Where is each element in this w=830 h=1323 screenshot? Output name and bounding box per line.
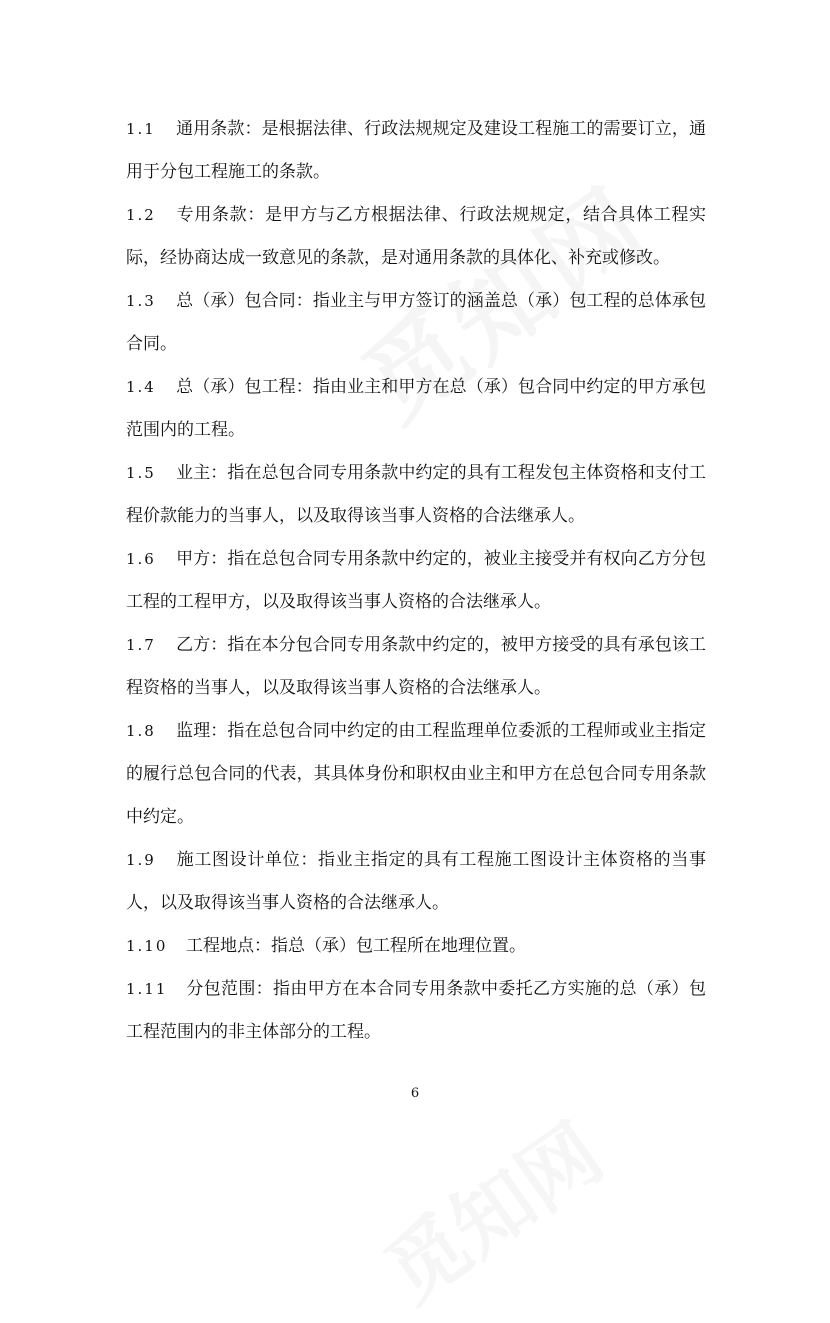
clause-1-6	[126, 538, 706, 624]
clause-1-4	[126, 366, 706, 452]
clause-number: 1.10	[126, 937, 168, 955]
clause-1-9	[126, 839, 706, 925]
clause-number: 1.4	[126, 378, 156, 396]
clause-number: 1.9	[126, 851, 156, 869]
clause-number: 1.3	[126, 292, 156, 310]
clause-number: 1.8	[126, 722, 156, 740]
clause-text: 监理：指在总包合同中约定的由工程监理单位委派的工程师或业主指定的履行总包合同的代表，其具体身份和职权由业主和甲方在总包合同专用条款中约定。	[126, 721, 706, 827]
clause-1-11	[126, 968, 706, 1054]
clause-1-7	[126, 624, 706, 710]
clause-text: 甲方：指在总包合同专用条款中约定的，被业主接受并有权向乙方分包工程的工程甲方，以及取得该当事人资格的合法继承人。	[126, 549, 706, 612]
clause-text: 总（承）包工程：指由业主和甲方在总（承）包合同中约定的甲方承包范围内的工程。	[126, 377, 706, 440]
clause-text: 工程地点：指总（承）包工程所在地理位置。	[186, 936, 526, 956]
clause-1-5	[126, 452, 706, 538]
clause-number: 1.7	[126, 636, 156, 654]
clause-number: 1.2	[126, 206, 156, 224]
page-number: 6	[410, 1086, 420, 1101]
clause-number: 1.6	[126, 550, 156, 568]
clause-text: 乙方：指在本分包合同专用条款中约定的，被甲方接受的具有承包该工程资格的当事人，以及取得该当事人资格的合法继承人。	[126, 635, 706, 698]
clause-1-3	[126, 280, 706, 366]
clause-text: 通用条款：是根据法律、行政法规规定及建设工程施工的需要订立，通用于分包工程施工的条款。	[126, 119, 706, 182]
clause-1-10	[126, 925, 706, 968]
watermark-lower	[359, 1092, 622, 1323]
clause-1-2	[126, 194, 706, 280]
clause-number: 1.11	[126, 980, 168, 998]
clause-number: 1.5	[126, 464, 156, 482]
clause-list	[126, 108, 706, 1054]
clause-text: 业主：指在总包合同专用条款中约定的具有工程发包主体资格和支付工程价款能力的当事人，以及取得该当事人资格的合法继承人。	[126, 463, 706, 526]
clause-text: 分包范围：指由甲方在本合同专用条款中委托乙方实施的总（承）包工程范围内的非主体部分的工程。	[126, 979, 706, 1042]
clause-text: 专用条款：是甲方与乙方根据法律、行政法规规定，结合具体工程实际，经协商达成一致意见的条款，是对通用条款的具体化、补充或修改。	[126, 205, 706, 268]
clause-1-8	[126, 710, 706, 839]
clause-number: 1.1	[126, 120, 156, 138]
clause-text: 施工图设计单位：指业主指定的具有工程施工图设计主体资格的当事人，以及取得该当事人资格的合法继承人。	[126, 850, 706, 913]
clause-1-1	[126, 108, 706, 194]
clause-text: 总（承）包合同：指业主与甲方签订的涵盖总（承）包工程的总体承包合同。	[126, 291, 706, 354]
